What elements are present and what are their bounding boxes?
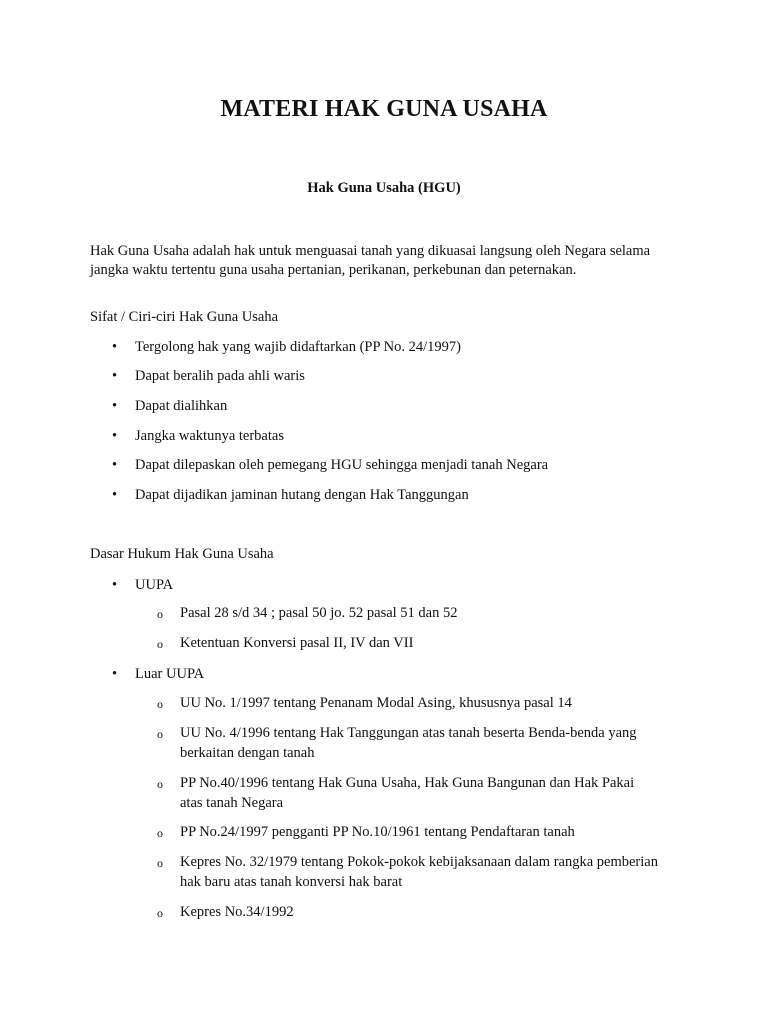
sub-list-item-label: UU No. 1/1997 tentang Penanam Modal Asing, khususnya pasal 14 — [180, 695, 572, 711]
sub-list-item-label — [180, 853, 680, 892]
intro-line: Hak Guna Usaha adalah hak untuk menguasai tanah yang dikuasai langsung oleh Negara selama — [90, 243, 651, 259]
list-item-label: Dapat dialihkan — [135, 398, 228, 414]
sub-list-item-line: hak baru atas tanah konversi hak barat — [180, 873, 403, 890]
bullet-marker: • — [112, 428, 118, 444]
bullet-marker: • — [112, 339, 118, 355]
section-heading-dasar-hukum: Dasar Hukum Hak Guna Usaha — [90, 546, 274, 562]
bullet-marker: • — [112, 487, 118, 503]
list-item-label: Jangka waktunya terbatas — [135, 428, 284, 444]
bullet-marker: • — [112, 577, 118, 593]
sub-list-item-label: Pasal 28 s/d 34 ; pasal 50 jo. 52 pasal 51 dan 52 — [180, 605, 458, 621]
sub-list-item-line: UU No. 4/1996 tentang Hak Tanggungan atas tanah beserta Benda-benda yang — [180, 725, 637, 741]
bullet-marker: • — [112, 368, 118, 384]
list-item-label: Dapat beralih pada ahli waris — [135, 368, 305, 384]
document-title: MATERI HAK GUNA USAHA — [220, 96, 548, 122]
section-heading-sifat: Sifat / Ciri-ciri Hak Guna Usaha — [90, 309, 279, 325]
sub-bullet-marker: o — [157, 607, 163, 621]
sub-list-item-line: atas tanah Negara — [180, 794, 284, 811]
document-subtitle: Hak Guna Usaha (HGU) — [307, 180, 461, 196]
sub-bullet-marker: o — [157, 856, 163, 870]
intro-line: jangka waktu tertentu guna usaha pertanian, perikanan, perkebunan dan peternakan. — [90, 262, 577, 278]
list-item-label: Luar UUPA — [135, 666, 205, 682]
list-item-label: Dapat dilepaskan oleh pemegang HGU sehingga menjadi tanah Negara — [135, 457, 549, 473]
list-item-label: Tergolong hak yang wajib didaftarkan (PP No. 24/1997) — [135, 339, 461, 355]
sub-list-item-label: Ketentuan Konversi pasal II, IV dan VII — [180, 635, 414, 651]
sub-bullet-marker: o — [157, 697, 163, 711]
sub-list-item-label: PP No.24/1997 pengganti PP No.10/1961 tentang Pendaftaran tanah — [180, 824, 575, 840]
sub-list-item-line: berkaitan dengan tanah — [180, 744, 315, 761]
sub-list-item-label — [180, 724, 680, 763]
sub-bullet-marker: o — [157, 826, 163, 840]
sub-list-item-line: Kepres No. 32/1979 tentang Pokok-pokok kebijaksanaan dalam rangka pemberian — [180, 854, 658, 870]
bullet-marker: • — [112, 666, 118, 682]
bullet-marker: • — [112, 457, 118, 473]
list-item-label: UUPA — [135, 577, 174, 593]
sub-list-item-line: PP No.40/1996 tentang Hak Guna Usaha, Hak Guna Bangunan dan Hak Pakai — [180, 775, 635, 791]
sub-bullet-marker: o — [157, 777, 163, 791]
list-item-label: Dapat dijadikan jaminan hutang dengan Hak Tanggungan — [135, 487, 469, 503]
bullet-marker: • — [112, 398, 118, 414]
sub-list-item-label: Kepres No.34/1992 — [180, 904, 294, 920]
intro-paragraph — [90, 242, 700, 280]
sub-bullet-marker: o — [157, 637, 163, 651]
sub-list-item-label — [180, 774, 680, 813]
sub-bullet-marker: o — [157, 727, 163, 741]
sub-bullet-marker: o — [157, 906, 163, 920]
